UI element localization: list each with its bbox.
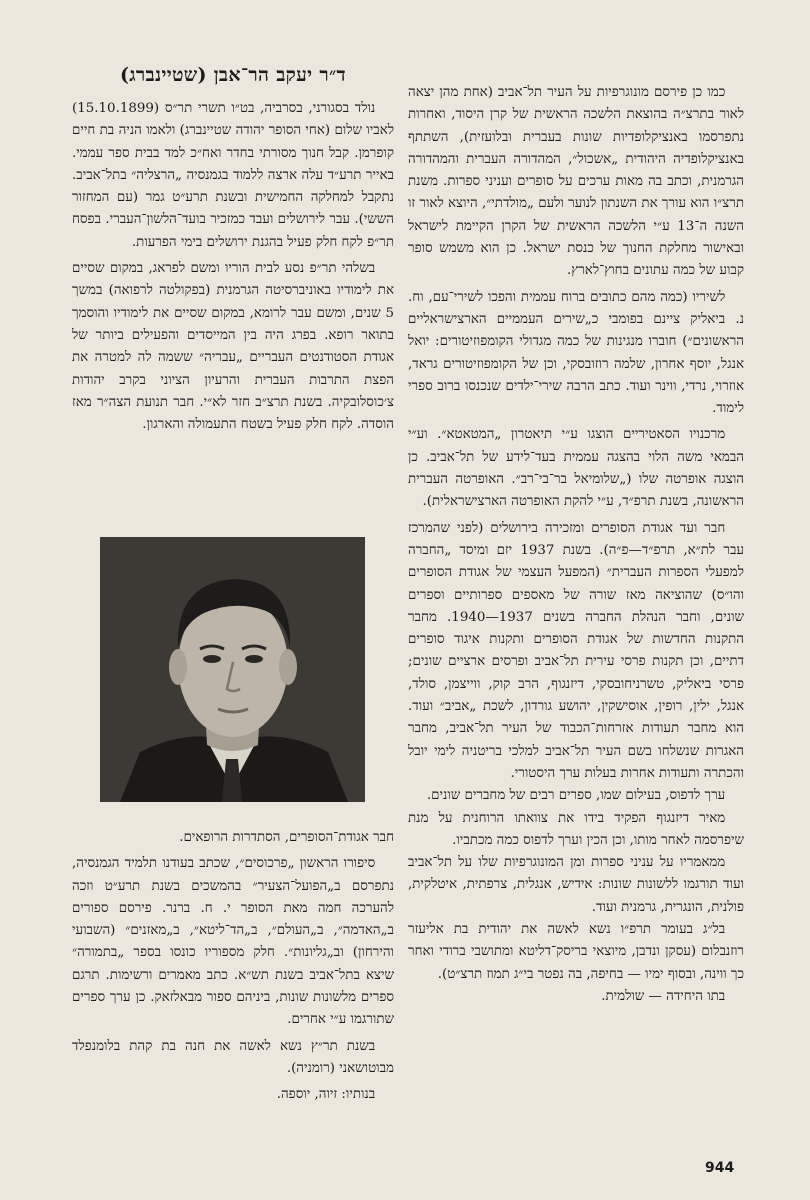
paragraph: חבר ועד אגודת הסופרים ומזכירה בירושלים (לפני שהמרכז עבר לת״א, תרפ״ד—פ״ה). בשנת 1937 יזם ומיסד „החברה למפעלי הספרות העברית״ (המפעל העצמי של אגודת הסופרים והו״ס) שהוציאה מאז שורה של מאספים ספרותיים וספרים שונים, וחבר הנהלת החברה בשנים 1937—1940. מחבר התקנות החדשות של אגודת הסופרים ותקנות איגוד סופרים דתיים, וכן תקנות פרסי עירית תל־אביב ופרסים ארציים שונים; פרסי ביאליק, טשרניחובסקי, דיזנגוף, הרב קוק, ווייצמן, סולד, אנגל, ילין, רופין, אוסישקין, יהושע גורדון, לשכת „אביב״ ועוד. הוא מחבר תעודות אזרחות־הכבוד של העיר תל־אביב, מחבר האגרות שנשלחו בשם העיר תל־אביב למלכי בריטניה לימי יובל והכתרה ותעודות אחרות בעלות ערך היסטורי. <box>408 520 744 781</box>
paragraph: בל״ג בעומר תרפ״ו נשא לאשה את יהודית בת אליעזר רוזנבלום (עסקן ונדבן, מיוצאי בריסק־דליטא ומתושבי ברודי ואחר כך ווינה, ובסוף ימיו — בחיפה, בה נפטר בי״ג תמוז תרצ״ט). <box>408 921 744 982</box>
paragraph: כמו כן פירסם מונוגרפיות על העיר תל־אביב (אחת מהן יצאה לאור בתרצ״ה בהוצאת הלשכה הראשית של קרן היסוד, ואחרות נתפרסמו באנציקלופדיות שונות בעברית ובלועזית), השתתף באנציקלופדיה היהודית „אשכול״, המהדורה העברית והמהדורה הגרמנית, וכתב בה מאות ערכים על סופרים ועניני ספרות. משנת תרצ״ו הוא עורך את השנתון לנוער ולעם „מולדתי״, היוצא לאור זו השנה ה־13 ע״י הלשכה הראשית של הקרן הקיימת לישראל ובאישור מחלקת החנוך של כנסת ישראל. כן הוא משמש סופר קבוע של כמה עתונים בחוץ־לארץ. <box>408 85 744 279</box>
left-column-top <box>72 98 394 436</box>
page-title: ד״ר יעקב הר־אבן (שטיינברג) <box>120 64 346 86</box>
paragraph: ממאמריו על עניני ספרות ומן המונוגרפיות שלו על תל־אביב ועוד תורגמו ללשונות שונות: אידיש, אנגלית, צרפתית, איטלקית, פולנית, הונגרית, גרמנית ועוד. <box>408 855 744 915</box>
paragraph: מאיר דיזנגוף הפקיד בידו את צוואתו הרוחנית על מנת שיפרסמה לאחר מותו, וכן הכין וערך לדפוס כמה מכתביו. <box>408 810 744 848</box>
paragraph: ערך לדפוס, בעילום שמו, ספרים רבים של מחברים שונים. <box>426 788 726 804</box>
paragraph: בשלהי תר״פ נסע לבית הוריו ומשם לפראג, במקום שסיים את לימודיו באוניברסיטה הגרמנית (בפקולטה לרפואה) במשך 5 שנים, ומשם עבר לרומא, במקום שסיים את לימודיו והוסמך בתואר רופא. בפרג היה בין המייסדים והפעילים ביותר של אגודת הסטודנטים העבריים „עבריה״ ששמה לה למטרה את הפצת התרבות העברית והרעיון הציוני בקרב יהודות צ׳כוסלובקיה. בשנת תרצ״ב חזר לא״י. חבר תנועת הצה״ר מאז הוסדה. לקח חלק פעיל בשטח התעמולה והארגון. <box>72 261 394 433</box>
right-column <box>408 82 744 1008</box>
paragraph: בשנת תר״ץ נשא לאשה את חנה בת קהת בלומנפלד מבוטושאני (רומניה). <box>72 1038 394 1076</box>
paragraph: נולד בסגורני, בסרביה, בט״ו תשרי תר״ס (15.10.1899) לאביו שלום (אחי הסופר יהודה שטיינברג) ולאמו הניה בת חיים קופרמן. קבל חנוך מסורתי בחדר ואח״כ למד בבית ספר עממי. באייר תרע״ד עלה ארצה ללמוד בגמנסיה „הרצליה״ בתל־אביב. נתקבל למחלקה החמישית ובשנת תרע״ט גמר (עם המחזור הששי). עבר לירושלים ועבד כמזכיר בועד־הלשון־העברי. בפסח תר״פ לקח חלק פעיל בהגנת ירושלים בימי הפרעות. <box>72 101 394 250</box>
paragraph: בנותיו: זיוה, יוספה. <box>276 1087 376 1103</box>
portrait-photo <box>100 537 365 802</box>
paragraph: סיפורו הראשון „פרכוסים״, שכתב בעודנו תלמיד הגמנסיה, נתפרסם ב„הפועל־הצעיר״ בהמשכים בשנת תרע״ט וזכה להערכה חמה מאת הסופר י. ח. ברנר. פירסם ספורים ב„האדמה״, ב„העולם״, ב„הד־ליטא״, ב„מאזנים״ (השבועי והירחון) וב„גליונות״. חלק מספוריו כונסו בספר „בתמורה״ שיצא בתל־אביב בשנת תש״א. כתב מאמרים ורשימות. תרגם ספרים מלשונות שונות, ביניהם ספור מבאלזאק. כן ערך ספרים שתורגמו ע״י אחרים. <box>72 856 394 1028</box>
page-number: 944 <box>705 1160 735 1176</box>
portrait-image <box>100 537 365 802</box>
paragraph: בתו היחידה — שולמית. <box>601 988 726 1004</box>
paragraph: מרכנויו הסאטיריים הוצגו ע״י תיאטרון „המטאטא״. וע״י הבמאי משה הלוי בהצגה עממית בעד־לידע של תל־אביב. כן הוצגה אופרטה שלו („שלומיאל בר־בי־רב״. האופרטה העברית הראשונה, בשנת תרפ״ד, ע״י להקת האופרטה הארצישראלית). <box>408 427 744 510</box>
paragraph: חבר אגודת־הסופרים, הסתדרות הרופאים. <box>179 830 394 845</box>
left-column-bottom <box>72 827 394 1107</box>
paragraph: לשיריו (כמה מהם כתובים ברוח עממית והפכו לשירי־עם, וח. נ. ביאליק ציינם בפומבי כ„שירים העממיים הארצישראליים הראשונים״) חוברו מנגינות של כמה מגדולי הקומפוזיטורים: יואל אנגל, יוסף אחרון, שלמה רוזובסקי, וכן של הקומפוזיטורים גראד, אוזרוי, נרדי, ווינר ועוד. כתב הרבה שירי־ילדים שנכנסו ברוב ספרי לימוד. <box>408 289 744 417</box>
